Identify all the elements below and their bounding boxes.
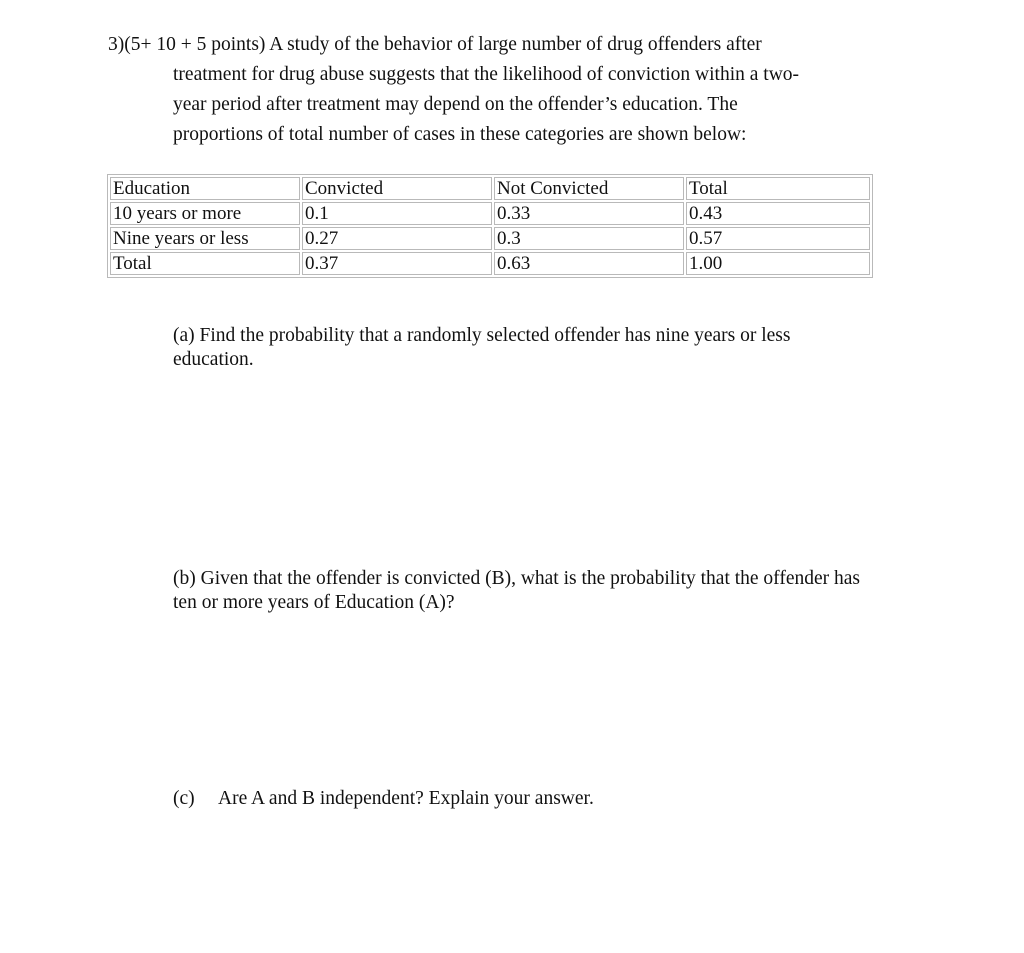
table-cell: 0.57	[686, 227, 870, 250]
proportions-table	[107, 174, 873, 278]
table-row	[110, 252, 870, 275]
table-cell: 0.1	[302, 202, 492, 225]
table-header-row	[110, 177, 870, 200]
table-cell: 0.63	[494, 252, 684, 275]
problem-line-2: treatment for drug abuse suggests that the likelihood of conviction within a two-	[173, 64, 800, 85]
header-education: Education	[110, 177, 300, 200]
table-cell: 1.00	[686, 252, 870, 275]
question-c-text: Are A and B independent? Explain your answer.	[218, 788, 594, 809]
table-cell: 0.3	[494, 227, 684, 250]
header-convicted: Convicted	[302, 177, 492, 200]
question-b: (b) Given that the offender is convicted (B), what is the probability that the offender has ten or more years of Education (A)?	[173, 568, 860, 613]
table-cell: Total	[110, 252, 300, 275]
problem-line-4: proportions of total number of cases in these categories are shown below:	[173, 124, 747, 145]
table-row	[110, 227, 870, 250]
table-cell: Nine years or less	[110, 227, 300, 250]
problem-statement	[108, 30, 868, 150]
table-row	[110, 202, 870, 225]
table-cell: 0.37	[302, 252, 492, 275]
table-cell: 0.27	[302, 227, 492, 250]
question-c	[173, 787, 873, 811]
table-cell: 0.33	[494, 202, 684, 225]
problem-line-1: 3)(5+ 10 + 5 points) A study of the behavior of large number of drug offenders after	[108, 34, 762, 55]
header-not-convicted: Not Convicted	[494, 177, 684, 200]
table-cell: 10 years or more	[110, 202, 300, 225]
problem-line-3: year period after treatment may depend on the offender’s education. The	[173, 94, 738, 115]
question-a: (a) Find the probability that a randomly selected offender has nine years or less education.	[173, 325, 791, 370]
question-c-label: (c)	[173, 788, 195, 809]
table-cell: 0.43	[686, 202, 870, 225]
header-total: Total	[686, 177, 870, 200]
